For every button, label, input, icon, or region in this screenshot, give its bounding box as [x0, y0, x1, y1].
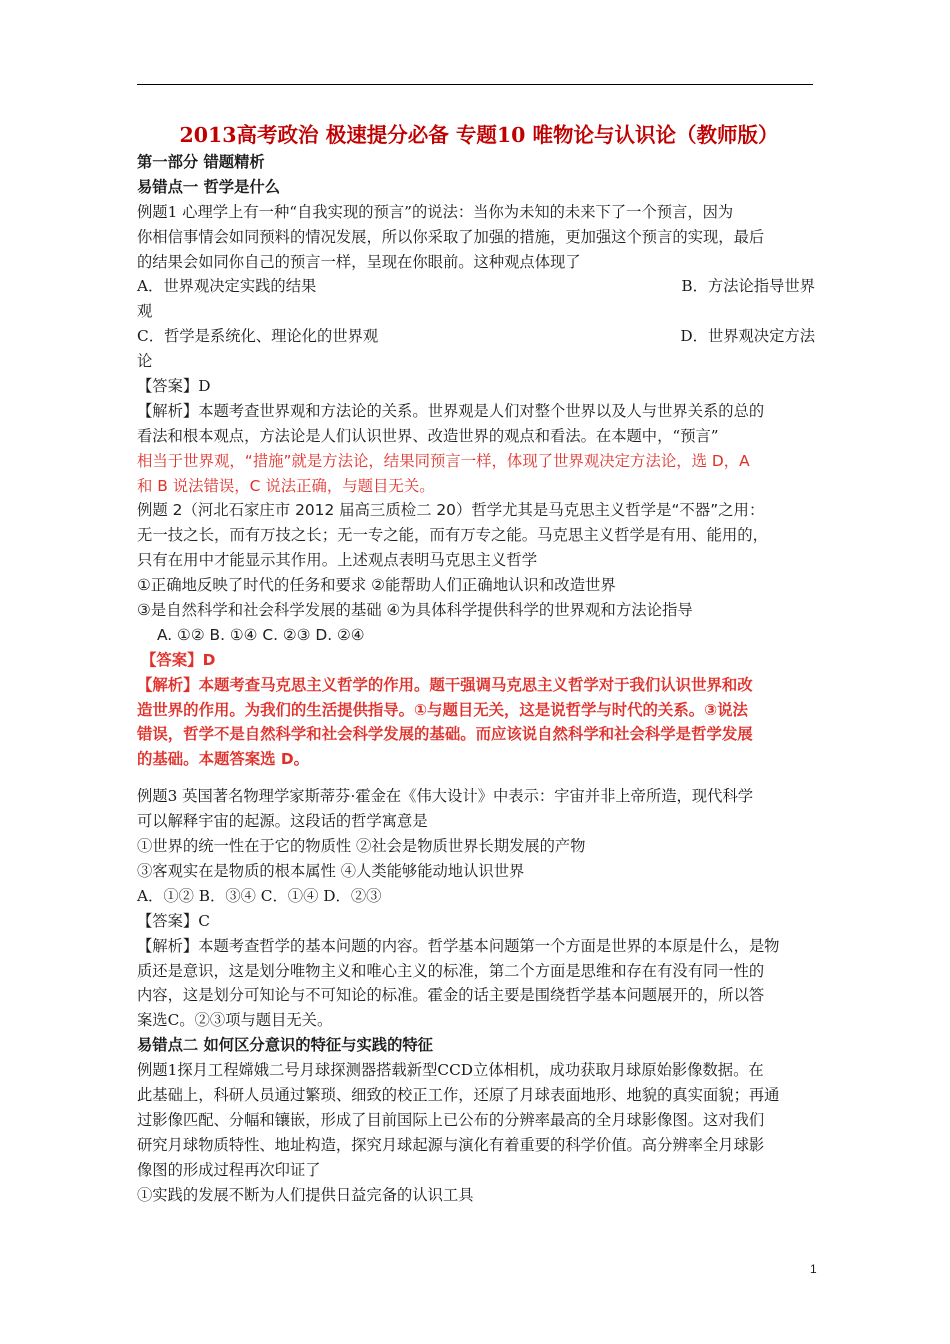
question-4: [137, 1058, 815, 1207]
header-rule: [137, 84, 813, 85]
q4-line-4: 研究月球物质特性、地址构造，探究月球起源与演化有着重要的科学价值。高分辨率全月球影: [137, 1135, 765, 1154]
q1-answer: 【答案】D: [137, 377, 211, 396]
q1-options-row-2: [137, 324, 815, 349]
q3-options: A．①② B．③④ C．①④ D．②③: [137, 886, 382, 905]
q2-line-3: 只有在用中才能显示其作用。上述观点表明马克思主义哲学: [137, 551, 538, 570]
q2-item-row-2: ③是自然科学和社会科学发展的基础 ④为具体科学提供科学的世界观和方法论指导: [137, 601, 693, 620]
q1-analysis-1: 【解析】本题考查世界观和方法论的关系。世界观是人们对整个世界以及人与世界关系的总的: [137, 401, 765, 420]
q3-line-2: 可以解释宇宙的起源。这段话的哲学寓意是: [137, 812, 428, 831]
section-heading-part1: 第一部分 错题精析: [137, 153, 265, 171]
q1-line-2: 你相信事情会如同预料的情况发展，所以你采取了加强的措施，更加强这个预言的实现，最后: [137, 227, 765, 246]
question-1: [137, 200, 815, 499]
q4-line-6: ①实践的发展不断为人们提供日益完备的认识工具: [137, 1185, 474, 1204]
q1-option-d-tail: 论: [137, 352, 153, 371]
q2-answer: 【答案】D: [141, 650, 216, 669]
q3-item-row-2: ③客观实在是物质的根本属性 ④人类能够能动地认识世界: [137, 861, 525, 880]
q1-analysis-red-2: 和 B 说法错误，C 说法正确，与题目无关。: [137, 476, 435, 495]
document-title: 2013高考政治 极速提分必备 专题10 唯物论与认识论（教师版）: [179, 123, 779, 147]
q3-answer: 【答案】C: [137, 911, 210, 930]
document-page: [137, 120, 815, 1207]
q1-option-a: A．世界观决定实践的结果: [137, 277, 317, 296]
q3-item-row-1: ①世界的统一性在于它的物质性 ②社会是物质世界长期发展的产物: [137, 837, 586, 856]
q2-analysis-4: 的基础。本题答案选 D。: [137, 750, 310, 769]
error-point-1-heading: 易错点一 哲学是什么: [137, 177, 280, 196]
q2-options: A. ①② B. ①④ C. ②③ D. ②④: [157, 625, 365, 644]
q4-line-2: 此基础上，科研人员通过繁琐、细致的校正工作，还原了月球表面地形、地貌的真实面貌；再通: [137, 1085, 780, 1104]
q4-line-5: 像图的形成过程再次印证了: [137, 1160, 321, 1179]
q1-option-b: B．方法论指导世界: [681, 277, 815, 296]
question-3: [137, 784, 815, 1033]
q4-line-3: 过影像匹配、分幅和镶嵌，形成了目前国际上已公布的分辨率最高的全月球影像图。这对我们: [137, 1110, 765, 1129]
q3-analysis-3: 内容，这是划分可知论与不可知论的标准。霍金的话主要是围绕哲学基本问题展开的，所以答: [137, 986, 765, 1005]
q3-analysis-4: 案选C。②③项与题目无关。: [137, 1011, 333, 1030]
q3-analysis-1: 【解析】本题考查哲学的基本问题的内容。哲学基本问题第一个方面是世界的本原是什么，是物: [137, 936, 780, 955]
q1-line-1: 例题1 心理学上有一种“自我实现的预言”的说法：当你为未知的未来下了一个预言，因为: [137, 202, 734, 221]
q2-line-1: 例题 2（河北石家庄市 2012 届高三质检二 20）哲学尤其是马克思主义哲学是“不器”之用：: [137, 501, 765, 520]
error-point-2-heading: 易错点二 如何区分意识的特征与实践的特征: [137, 1036, 433, 1055]
spacer: [137, 772, 815, 784]
q2-item-row-1: ①正确地反映了时代的任务和要求 ②能帮助人们正确地认识和改造世界: [137, 576, 616, 595]
question-2: [137, 498, 815, 772]
q1-options-row-1: [137, 274, 815, 299]
q3-line-1: 例题3 英国著名物理学家斯蒂芬·霍金在《伟大设计》中表示：宇宙并非上帝所造，现代科学: [137, 787, 754, 806]
q1-analysis-2: 看法和根本观点，方法论是人们认识世界、改造世界的观点和看法。在本题中，“预言”: [137, 426, 719, 445]
q3-analysis-2: 质还是意识，这是划分唯物主义和唯心主义的标准，第二个方面是思维和存在有没有同一性的: [137, 961, 765, 980]
q1-analysis-red-1: 相当于世界观，“措施”就是方法论，结果同预言一样，体现了世界观决定方法论，选 D，A: [137, 451, 750, 470]
q1-option-c: C．哲学是系统化、理论化的世界观: [137, 327, 379, 346]
q2-analysis-2: 造世界的作用。为我们的生活提供指导。①与题目无关，这是说哲学与时代的关系。③说法: [137, 700, 748, 719]
page-number: 1: [810, 1262, 817, 1276]
q2-analysis-1: 【解析】本题考查马克思主义哲学的作用。题干强调马克思主义哲学对于我们认识世界和改: [137, 675, 753, 694]
q2-line-2: 无一技之长，而有万技之长；无一专之能，而有万专之能。马克思主义哲学是有用、能用的，: [137, 526, 769, 545]
q1-option-b-tail: 观: [137, 302, 153, 321]
q1-option-d: D．世界观决定方法: [680, 327, 815, 346]
q1-line-3: 的结果会如同你自己的预言一样，呈现在你眼前。这种观点体现了: [137, 252, 581, 271]
q2-analysis-3: 错误，哲学不是自然科学和社会科学发展的基础。而应该说自然科学和社会科学是哲学发展: [137, 725, 753, 744]
q4-line-1: 例题1探月工程嫦娥二号月球探测器搭载新型CCD立体相机，成功获取月球原始影像数据。在: [137, 1061, 764, 1080]
